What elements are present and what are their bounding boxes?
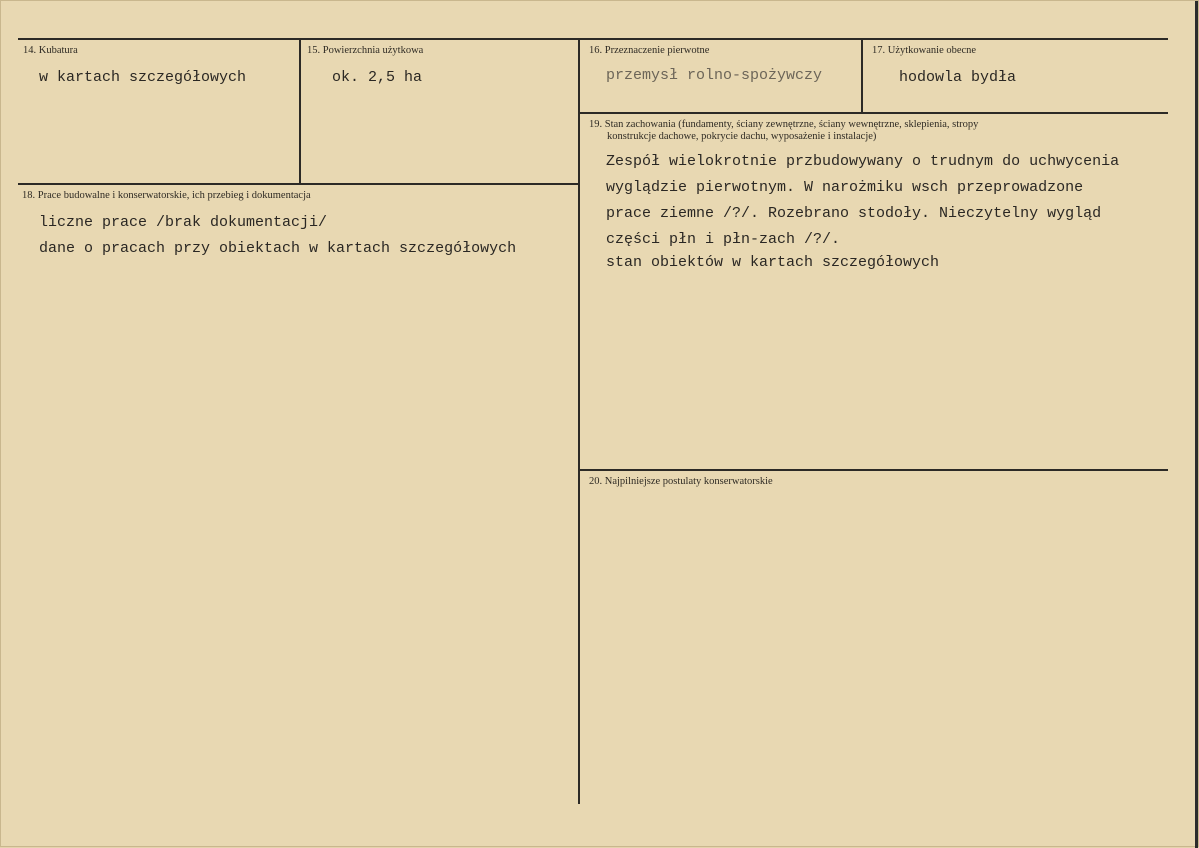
field-20-label: 20. Najpilniejsze postulaty konserwatorskie <box>589 476 773 487</box>
field-14-value: w kartach szczegółowych <box>39 69 247 86</box>
field-19-line: prace ziemne /?/. Rozebrano stodoły. Nieczytelny wygląd <box>606 205 1102 222</box>
field-17-value: hodowla bydła <box>899 69 1017 86</box>
field-18-line: dane o pracach przy obiektach w kartach szczegółowych <box>39 240 517 257</box>
field-17-label: 17. Użytkowanie obecne <box>872 45 977 56</box>
field-18-label: 18. Prace budowalne i konserwatorskie, ich przebieg i dokumentacja <box>22 190 311 201</box>
rule-under-14-15 <box>18 183 579 185</box>
field-19-line: stan obiektów w kartach szczegółowych <box>606 254 940 271</box>
field-16-label: 16. Przeznaczenie pierwotne <box>589 45 710 56</box>
field-18-text <box>39 210 516 262</box>
field-19-line: wyglądzie pierwotnym. W narożmiku wsch przeprowadzone <box>606 179 1084 196</box>
top-rule <box>18 38 1168 40</box>
field-14-label: 14. Kubatura <box>23 45 78 56</box>
field-16-value: przemysł rolno-spożywczy <box>606 67 823 84</box>
field-15-label: 15. Powierzchnia użytkowa <box>307 45 424 56</box>
field-18-line: liczne prace /brak dokumentacji/ <box>39 214 328 231</box>
field-15-value: ok. 2,5 ha <box>332 69 423 86</box>
rule-under-16-17 <box>580 112 1168 114</box>
divider-14-15 <box>299 40 301 183</box>
field-19-label-line2: konstrukcje dachowe, pokrycie dachu, wyposażenie i instalacje) <box>607 131 877 142</box>
rule-above-20 <box>580 469 1168 471</box>
field-19-line: części płn i płn-zach /?/. <box>606 231 841 248</box>
field-19-label-line1: 19. Stan zachowania (fundamenty, ściany zewnętrzne, ściany wewnętrzne, sklepienia, stropy <box>589 119 979 130</box>
field-19-text <box>606 149 1119 276</box>
divider-16-17 <box>861 40 863 113</box>
field-19-line: Zespół wielokrotnie przbudowywany o trudnym do uchwycenia <box>606 153 1120 170</box>
main-column-divider <box>578 40 580 804</box>
